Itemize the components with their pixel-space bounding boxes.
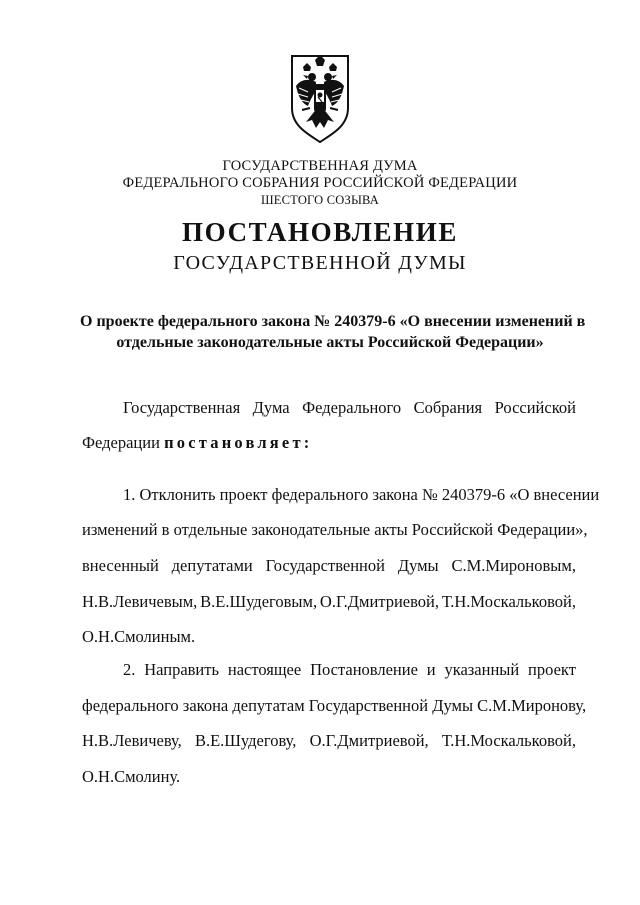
item-1-word: С.М.Мироновым, — [451, 556, 576, 575]
item-2-word: Постановление — [310, 660, 418, 679]
subject-line-1: О проекте федерального закона № 240379-6 «О внесении изменений в — [80, 313, 586, 330]
item-2-line-2: федерального закона депутатам Государственной Думы С.М.Миронову, — [82, 696, 587, 715]
item-2-line-1 — [123, 660, 576, 680]
item-2-word: В.Е.Шудегову, — [194, 731, 297, 750]
item-1-word: внесенный — [82, 556, 159, 575]
item-2-word: и — [426, 660, 436, 679]
item-1-line-1: 1. Отклонить проект федерального закона № 240379-6 «О внесении — [123, 485, 600, 504]
preamble-word: Собрания — [413, 398, 483, 417]
item-1-word: Н.В.Левичевым, — [82, 592, 198, 611]
item-1-word: Т.Н.Москальковой, — [441, 592, 576, 611]
header-line-convocation: ШЕСТОГО СОЗЫВА — [260, 193, 380, 207]
item-2-word: Н.В.Левичеву, — [82, 731, 182, 750]
item-2-line-3 — [82, 731, 576, 751]
item-1-word: О.Г.Дмитриевой, — [319, 592, 439, 611]
preamble-line-2 — [82, 433, 576, 453]
item-2-word: 2. — [123, 660, 136, 679]
document-issuer: ГОСУДАРСТВЕННОЙ ДУМЫ — [173, 252, 467, 274]
document-subject — [80, 311, 586, 353]
item-2-word: О.Г.Дмитриевой, — [309, 731, 429, 750]
item-1-line-2: изменений в отдельные законодательные акты Российской Федерации», — [82, 520, 588, 539]
item-2-line-4: О.Н.Смолину. — [82, 767, 181, 786]
subject-line-2: отдельные законодательные акты Российской Федерации» — [116, 334, 544, 351]
item-1-word: Думы — [397, 556, 439, 575]
resolution-verb: постановляет: — [164, 433, 313, 452]
preamble-line-1 — [123, 398, 576, 418]
document-type-title: ПОСТАНОВЛЕНИЕ — [182, 217, 458, 247]
header-line-assembly: ФЕДЕРАЛЬНОГО СОБРАНИЯ РОССИЙСКОЙ ФЕДЕРАЦИИ — [122, 175, 518, 191]
item-1-line-3 — [82, 556, 576, 576]
item-1-word: депутатами — [171, 556, 253, 575]
coat-of-arms-emblem — [288, 50, 352, 146]
preamble-word: Федерации — [82, 433, 160, 452]
item-1-word: Государственной — [265, 556, 385, 575]
preamble-word: Государственная — [123, 398, 241, 417]
item-2-word: Направить — [144, 660, 220, 679]
item-1-line-5: О.Н.Смолиным. — [82, 627, 196, 646]
item-1-word: В.Е.Шудеговым, — [200, 592, 318, 611]
item-2-word: указанный — [444, 660, 520, 679]
item-2-word: проект — [528, 660, 576, 679]
item-2-word: настоящее — [227, 660, 302, 679]
header-line-duma: ГОСУДАРСТВЕННАЯ ДУМА — [222, 158, 418, 174]
item-1-line-4 — [82, 592, 576, 612]
preamble-word: Российской — [494, 398, 576, 417]
preamble-word: Федерального — [302, 398, 402, 417]
item-2-word: Т.Н.Москальковой, — [441, 731, 576, 750]
preamble-word: Дума — [252, 398, 290, 417]
